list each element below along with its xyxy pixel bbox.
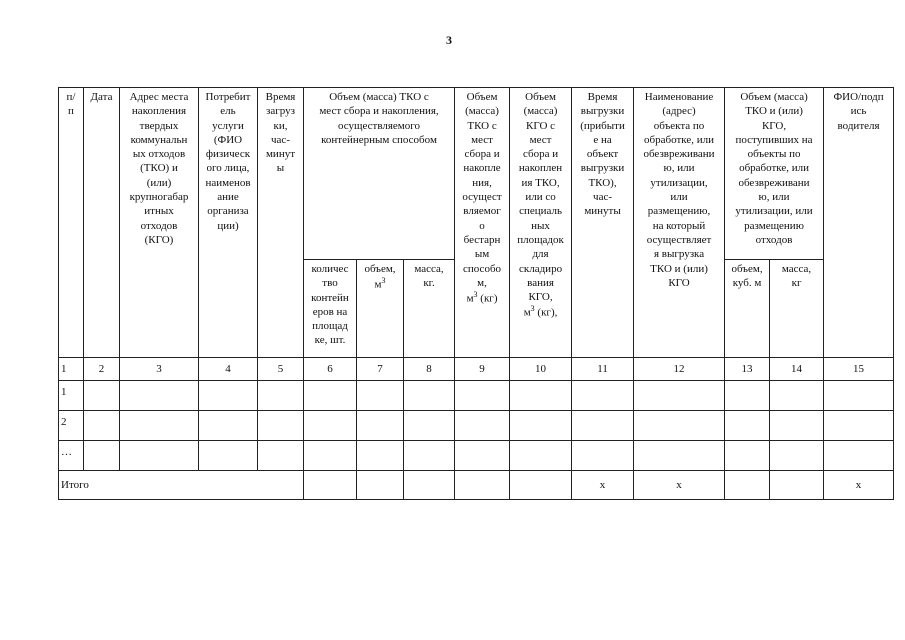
table-cell[interactable]: [404, 471, 455, 500]
table-cell[interactable]: [357, 471, 404, 500]
header-kgo-volume-tail: (кг),: [534, 307, 558, 320]
column-number: 7: [357, 358, 404, 381]
header-address: Адрес места накопления твердых коммунальн ых отходов (ТКО) и (или) крупногабар итных отходов (КГО): [120, 88, 199, 358]
table-cell[interactable]: [634, 411, 725, 441]
page-number: 3: [446, 33, 452, 47]
table-cell[interactable]: [404, 441, 455, 471]
table-cell[interactable]: [455, 471, 510, 500]
header-delivered-volume-group: Объем (масса) ТКО и (или) КГО, поступивших на объекты по обработке, или обезвреживани ю, или утилизации, или размещению отходов: [725, 88, 824, 260]
header-loading-time: Время загруз ки, час- минут ы: [258, 88, 304, 358]
table-cell[interactable]: [258, 411, 304, 441]
column-number: 11: [572, 358, 634, 381]
column-number: 9: [455, 358, 510, 381]
table-cell[interactable]: [572, 381, 634, 411]
column-number: 4: [199, 358, 258, 381]
table-cell[interactable]: [455, 381, 510, 411]
waste-transport-journal-table: [58, 87, 894, 500]
row-label: …: [59, 441, 84, 471]
table-cell[interactable]: [510, 441, 572, 471]
column-number-row: [59, 358, 894, 381]
header-delivered-volume: объем, куб. м: [725, 260, 770, 358]
table-cell[interactable]: [84, 441, 120, 471]
table-cell[interactable]: [572, 411, 634, 441]
table-cell[interactable]: [120, 411, 199, 441]
total-unloading-time-mark: х: [572, 471, 634, 500]
header-container-volume: [357, 260, 404, 358]
column-number: 6: [304, 358, 357, 381]
header-kgo-volume: [510, 88, 572, 358]
table-cell[interactable]: [199, 411, 258, 441]
total-facility-mark: х: [634, 471, 725, 500]
table-cell[interactable]: [824, 441, 894, 471]
table-cell[interactable]: [84, 411, 120, 441]
table-row: [59, 441, 894, 471]
table-cell[interactable]: [572, 441, 634, 471]
table-row: [59, 411, 894, 441]
table-cell[interactable]: [770, 441, 824, 471]
table-cell[interactable]: [404, 381, 455, 411]
header-container-mass: масса, кг.: [404, 260, 455, 358]
table-cell[interactable]: [634, 381, 725, 411]
total-row: [59, 471, 894, 500]
header-container-count: количес тво контейн еров на площад ке, шт.: [304, 260, 357, 358]
table-cell[interactable]: [120, 441, 199, 471]
table-cell[interactable]: [304, 471, 357, 500]
table-cell[interactable]: [770, 411, 824, 441]
table-cell[interactable]: [725, 411, 770, 441]
table-cell[interactable]: [725, 471, 770, 500]
table-cell[interactable]: [304, 411, 357, 441]
header-kgo-volume-sup: 3: [530, 304, 535, 314]
table-cell[interactable]: [258, 441, 304, 471]
row-label: 1: [59, 381, 84, 411]
table-cell[interactable]: [725, 381, 770, 411]
column-number: 5: [258, 358, 304, 381]
table-cell[interactable]: [357, 411, 404, 441]
column-number: 12: [634, 358, 725, 381]
header-bulk-volume-text: Объем (масса) ТКО с мест сбора и накопле ния, осущест вляемог о бестарн ым способо м, м: [462, 91, 502, 305]
table-cell[interactable]: [404, 411, 455, 441]
header-facility-name: Наименование (адрес) объекта по обработке, или обезвреживани ю, или утилизации, или размещению, на который осуществляет я выгрузка ТКО и (или) КГО: [634, 88, 725, 358]
table-cell[interactable]: [510, 411, 572, 441]
header-container-volume-sup: 3: [381, 276, 386, 286]
table-cell[interactable]: [357, 381, 404, 411]
header-delivered-mass: масса, кг: [770, 260, 824, 358]
table-cell[interactable]: [770, 471, 824, 500]
table-cell[interactable]: [304, 441, 357, 471]
header-date: Дата: [84, 88, 120, 358]
table-cell[interactable]: [120, 381, 199, 411]
row-label: 2: [59, 411, 84, 441]
table-cell[interactable]: [824, 381, 894, 411]
column-number: 15: [824, 358, 894, 381]
table-cell[interactable]: [258, 381, 304, 411]
column-number: 1: [59, 358, 84, 381]
total-label: Итого: [59, 471, 304, 500]
table-cell[interactable]: [770, 381, 824, 411]
table-row: [59, 381, 894, 411]
table-cell[interactable]: [824, 411, 894, 441]
header-bulk-volume: [455, 88, 510, 358]
table-cell[interactable]: [510, 381, 572, 411]
column-number: 3: [120, 358, 199, 381]
total-driver-mark: х: [824, 471, 894, 500]
table-cell[interactable]: [725, 441, 770, 471]
table-cell[interactable]: [455, 411, 510, 441]
header-row-number: п/ п: [59, 88, 84, 358]
header-bulk-volume-sup: 3: [473, 290, 478, 300]
table-cell[interactable]: [357, 441, 404, 471]
column-number: 14: [770, 358, 824, 381]
table-cell[interactable]: [84, 381, 120, 411]
column-number: 2: [84, 358, 120, 381]
column-number: 13: [725, 358, 770, 381]
column-number: 10: [510, 358, 572, 381]
header-container-volume-text: объем, м: [364, 263, 396, 291]
table-cell[interactable]: [199, 381, 258, 411]
header-unloading-time: Время выгрузки (прибыти е на объект выгрузки ТКО), час- минуты: [572, 88, 634, 358]
table-cell[interactable]: [304, 381, 357, 411]
header-row: [59, 88, 894, 260]
header-bulk-volume-tail: (кг): [477, 292, 498, 305]
column-number: 8: [404, 358, 455, 381]
table-cell[interactable]: [510, 471, 572, 500]
header-consumer: Потребит ель услуги (ФИО физическ ого лица, наименов ание организа ции): [199, 88, 258, 358]
table-cell[interactable]: [199, 441, 258, 471]
header-driver-signature: ФИО/подп ись водителя: [824, 88, 894, 358]
table-cell[interactable]: [634, 441, 725, 471]
header-container-volume-group: Объем (масса) ТКО с мест сбора и накопления, осуществляемого контейнерным способом: [304, 88, 455, 260]
table-cell[interactable]: [455, 441, 510, 471]
header-kgo-volume-text: Объем (масса) КГО с мест сбора и накоплен ия ТКО, или со специаль ных площадок для складиро вания КГО, м: [517, 91, 564, 320]
